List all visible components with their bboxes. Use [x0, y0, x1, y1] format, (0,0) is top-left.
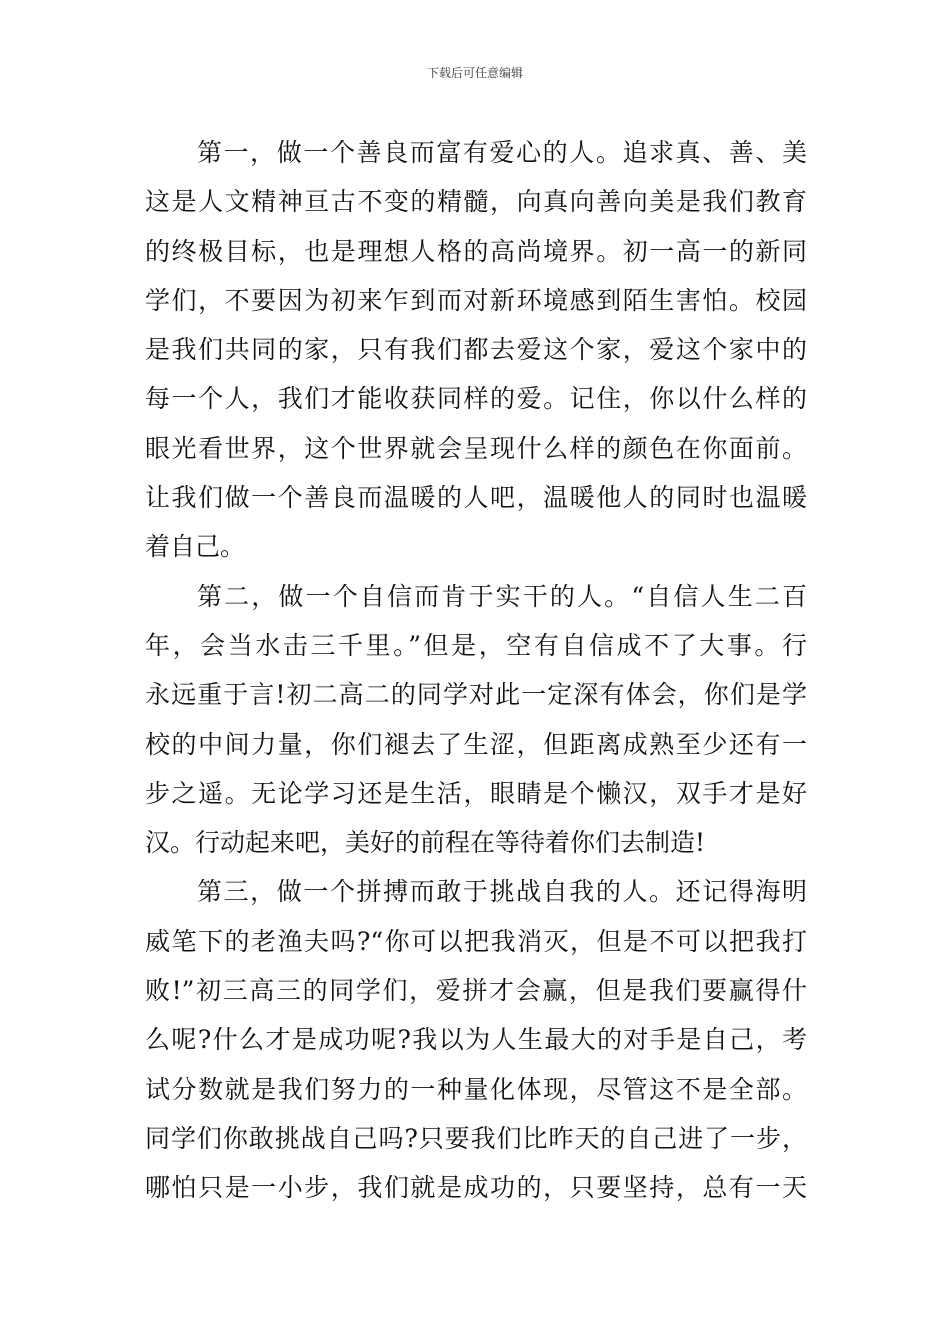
- text-line: 第二，做一个自信而肯于实干的人。“自信人生二百: [197, 581, 807, 611]
- text-line: 校的中间力量，你们褪去了生涩，但距离成熟至少还有一: [145, 729, 807, 759]
- text-line: 是我们共同的家，只有我们都去爱这个家，爱这个家中的: [145, 335, 807, 365]
- text-line: 每一个人，我们才能收获同样的爱。记住，你以什么样的: [145, 384, 807, 414]
- text-line: 永远重于言!初二高二的同学对此一定深有体会，你们是学: [145, 680, 807, 710]
- text-line: 步之遥。无论学习还是生活，眼睛是个懒汉，双手才是好: [145, 778, 807, 808]
- text-line: 第三，做一个拼搏而敢于挑战自我的人。还记得海明: [197, 877, 807, 907]
- text-line: 这是人文精神亘古不变的精髓，向真向善向美是我们教育: [145, 187, 807, 217]
- text-line: 么呢?什么才是成功呢?我以为人生最大的对手是自己，考: [145, 1025, 807, 1055]
- text-line: 败!”初三高三的同学们，爱拼才会赢，但是我们要赢得什: [145, 976, 807, 1006]
- text-line: 汉。行动起来吧，美好的前程在等待着你们去制造!: [145, 828, 706, 858]
- text-line: 试分数就是我们努力的一种量化体现，尽管这不是全部。: [145, 1074, 807, 1104]
- text-line: 哪怕只是一小步，我们就是成功的，只要坚持，总有一天: [145, 1173, 807, 1203]
- text-line: 眼光看世界，这个世界就会呈现什么样的颜色在你面前。: [145, 433, 807, 463]
- text-line: 同学们你敢挑战自己吗?只要我们比昨天的自己进了一步，: [145, 1123, 807, 1153]
- text-line: 威笔下的老渔夫吗?“你可以把我消灭，但是不可以把我打: [145, 926, 807, 956]
- text-line: 年，会当水击三千里。”但是，空有自信成不了大事。行: [145, 630, 807, 660]
- text-line: 的终极目标，也是理想人格的高尚境界。初一高一的新同: [145, 236, 807, 266]
- page-header: 下载后可任意编辑: [426, 66, 523, 80]
- text-line: 让我们做一个善良而温暖的人吧，温暖他人的同时也温暖: [145, 483, 807, 513]
- text-line: 第一，做一个善良而富有爱心的人。追求真、善、美: [197, 138, 807, 167]
- text-line: 学们，不要因为初来乍到而对新环境感到陌生害怕。校园: [145, 285, 807, 315]
- body-text: [145, 128, 807, 1213]
- text-line: 着自己。: [145, 532, 246, 562]
